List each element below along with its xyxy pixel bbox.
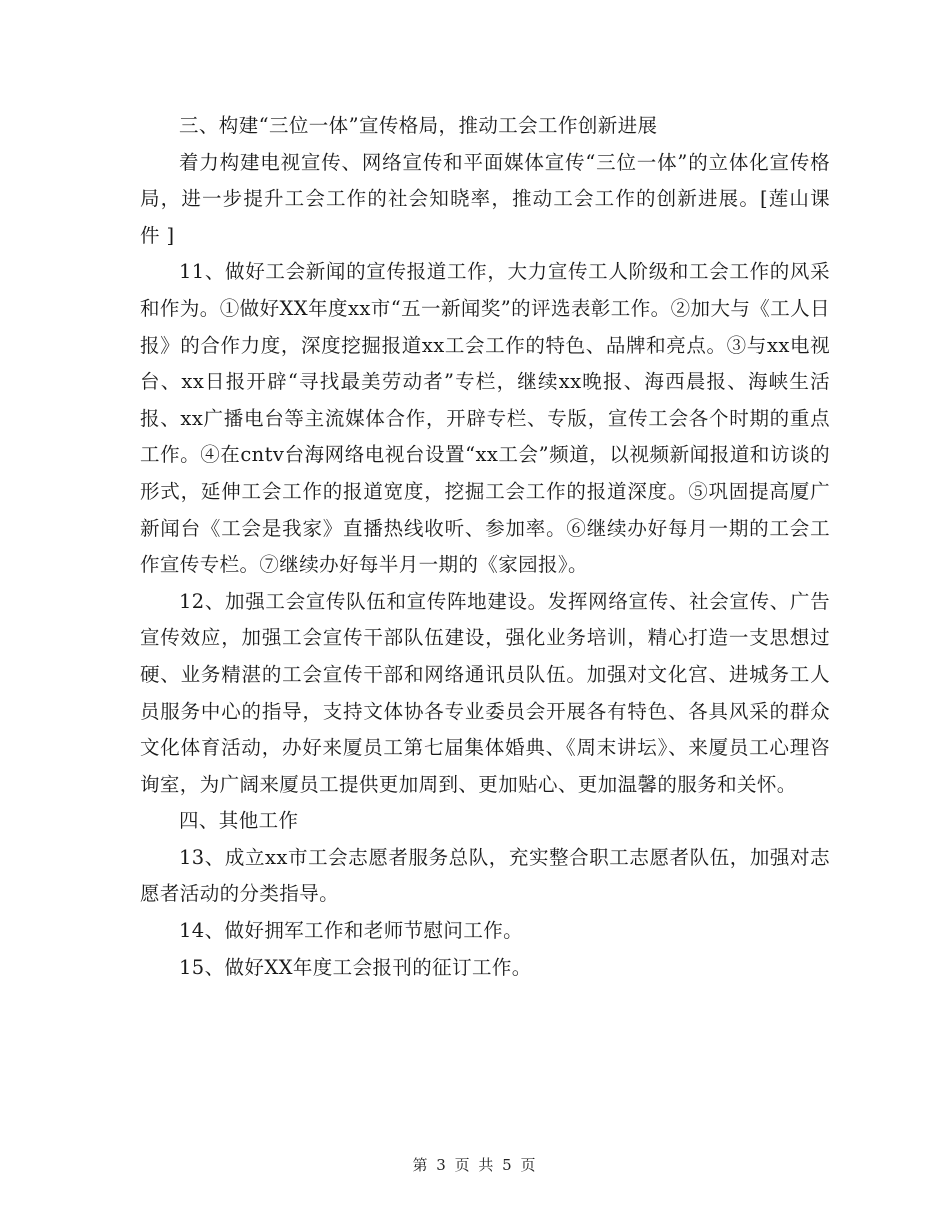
section-heading-3: 三、构建“三位一体”宣传格局，推动工会工作创新进展	[179, 114, 658, 137]
document-body	[140, 108, 830, 986]
paragraph-item-12: 12、加强工会宣传队伍和宣传阵地建设。发挥网络宣传、社会宣传、广告宣传效应，加强工会宣传干部队伍建设，强化业务培训，精心打造一支思想过硬、业务精湛的工会宣传干部和网络通讯员队伍。加强对文化宫、进城务工人员服务中心的指导，支持文体协各专业委员会开展各有特色、各具风采的群众文化体育活动，办好来厦员工第七届集体婚典、《周末讲坛》、来厦员工心理咨询室，为广阔来厦员工提供更加周到、更加贴心、更加温馨的服务和关怀。	[140, 589, 830, 796]
paragraph-item-14: 14、做好拥军工作和老师节慰问工作。	[179, 919, 524, 943]
paragraph-item-11: 11、做好工会新闻的宣传报道工作，大力宣传工人阶级和工会工作的风采和作为。①做好XX年度xx市“五一新闻奖”的评选表彰工作。②加大与《工人日报》的合作力度，深度挖掘报道xx工会工作的特色、品牌和亮点。③与xx电视台、xx日报开辟“寻找最美劳动者”专栏，继续xx晚报、海西晨报、海峡生活报、xx广播电台等主流媒体合作，开辟专栏、专版，宣传工会各个时期的重点工作。④在cntv台海网络电视台设置“xx工会”频道，以视频新闻报道和访谈的形式，延伸工会工作的报道宽度，挖掘工会工作的报道深度。⑤巩固提高厦广新闻台《工会是我家》直播热线收听、参加率。⑥继续办好每月一期的工会工作宣传专栏。⑦继续办好每半月一期的《家园报》。	[140, 260, 830, 577]
section-heading-4: 四、其他工作	[179, 809, 299, 833]
paragraph-item-13: 13、成立xx市工会志愿者服务总队，充实整合职工志愿者队伍，加强对志愿者活动的分类指导。	[140, 845, 830, 906]
paragraph-intro: 着力构建电视宣传、网络宣传和平面媒体宣传“三位一体”的立体化宣传格局，进一步提升工会工作的社会知晓率，推动工会工作的创新进展。[莲山课 件 ]	[140, 150, 830, 247]
paragraph-item-15: 15、做好XX年度工会报刊的征订工作。	[179, 955, 532, 979]
page-number-footer: 第 3 页 共 5 页	[412, 1156, 538, 1174]
